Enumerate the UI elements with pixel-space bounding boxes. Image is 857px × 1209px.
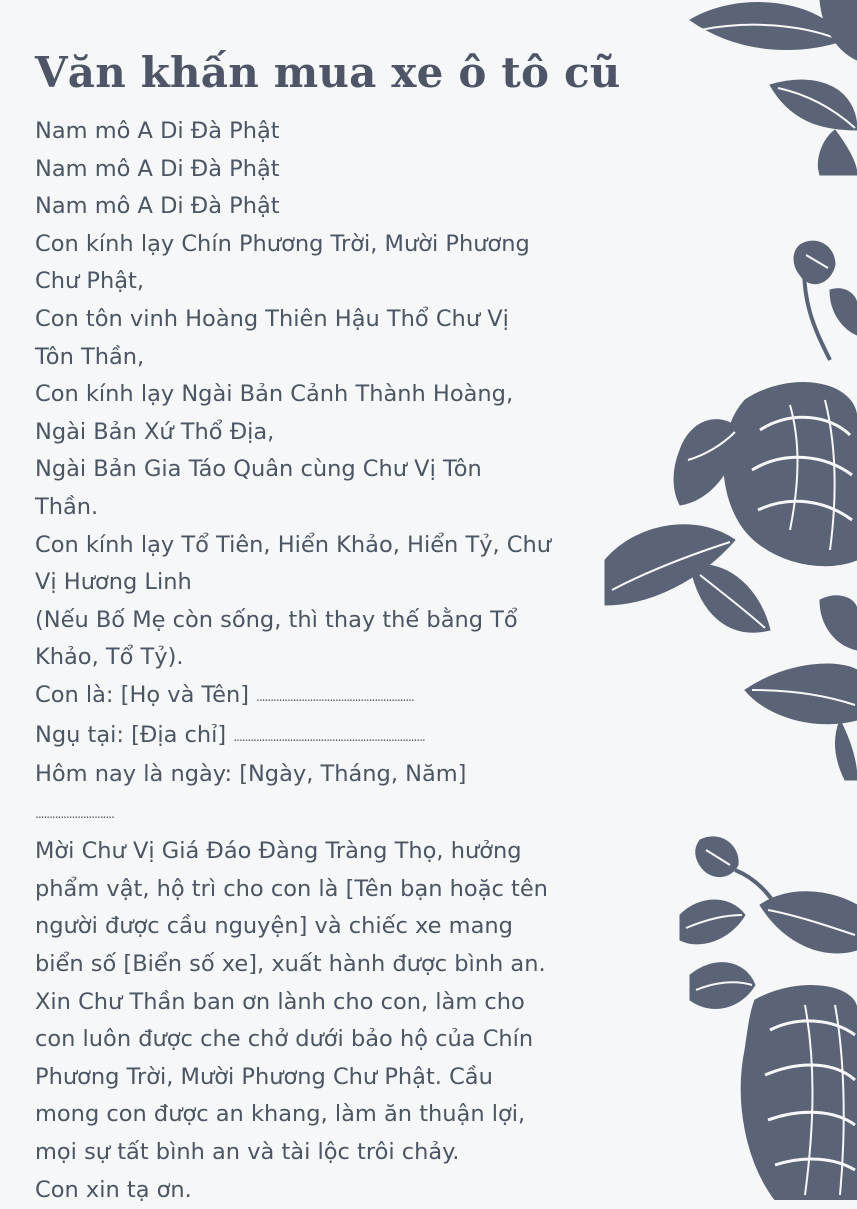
prayer-text [35,113,635,1209]
date-line: Hôm nay là ngày: [Ngày, Tháng, Năm] [35,761,467,788]
text-line: Khảo, Tổ Tỷ). [35,644,184,671]
date-fill-line [35,794,635,834]
text-line: Tôn Thần, [35,343,145,370]
text-line: Ngài Bản Gia Táo Quân cùng Chư Vị Tôn [35,456,482,483]
text-line: biển số [Biển số xe], xuất hành được bình an. [35,951,546,978]
text-line: Nam mô A Di Đà Phật [35,118,280,144]
name-fill-dots: ........................................................ [256,689,414,704]
text-line: Phương Trời, Mười Phương Chư Phật. Cầu [35,1063,493,1090]
text-line: Xin Chư Thần ban ơn lành cho con, làm cho [35,988,525,1015]
text-line: người được cầu nguyện] và chiếc xe mang [35,913,513,940]
text-line: Con xin tạ ơn. [35,1176,192,1203]
text-line: mong con được an khang, làm ăn thuận lợi, [35,1101,526,1128]
text-line: Nam mô A Di Đà Phật [35,193,280,220]
address-label: Ngụ tại: [Địa chỉ] [35,721,227,748]
name-line [35,677,635,717]
text-line: Chư Phật, [35,268,144,295]
text-line: Vị Hương Linh [35,569,192,596]
text-line: mọi sự tất bình an và tài lộc trôi chảy. [35,1139,460,1166]
text-line: Nam mô A Di Đà Phật [35,155,280,182]
text-line: Thần. [35,493,99,520]
text-line: Con tôn vinh Hoàng Thiên Hậu Thổ Chư Vị [35,305,509,332]
text-line: Con kính lạy Ngài Bản Cảnh Thành Hoàng, [35,381,514,408]
text-line: phẩm vật, hộ trì cho con là [Tên bạn hoặc tên [35,875,548,902]
page-title: Văn khấn mua xe ô tô cũ [35,48,621,97]
text-line: Ngài Bản Xứ Thổ Địa, [35,418,275,445]
text-line: con luôn được che chở dưới bảo hộ của Chín [35,1026,534,1053]
text-line: Mời Chư Vị Giá Đáo Đàng Tràng Thọ, hưởng [35,838,522,865]
date-fill-dots: ............................ [35,806,114,821]
text-line: Con kính lạy Chín Phương Trời, Mười Phương [35,230,530,257]
name-label: Con là: [Họ và Tên] [35,681,249,708]
address-line [35,717,635,757]
text-line: Con kính lạy Tổ Tiên, Hiển Khảo, Hiển Tỷ, Chư [35,531,552,558]
text-line: (Nếu Bố Mẹ còn sống, thì thay thế bằng Tổ [35,606,518,633]
address-fill-dots: .................................................................... [233,729,425,744]
